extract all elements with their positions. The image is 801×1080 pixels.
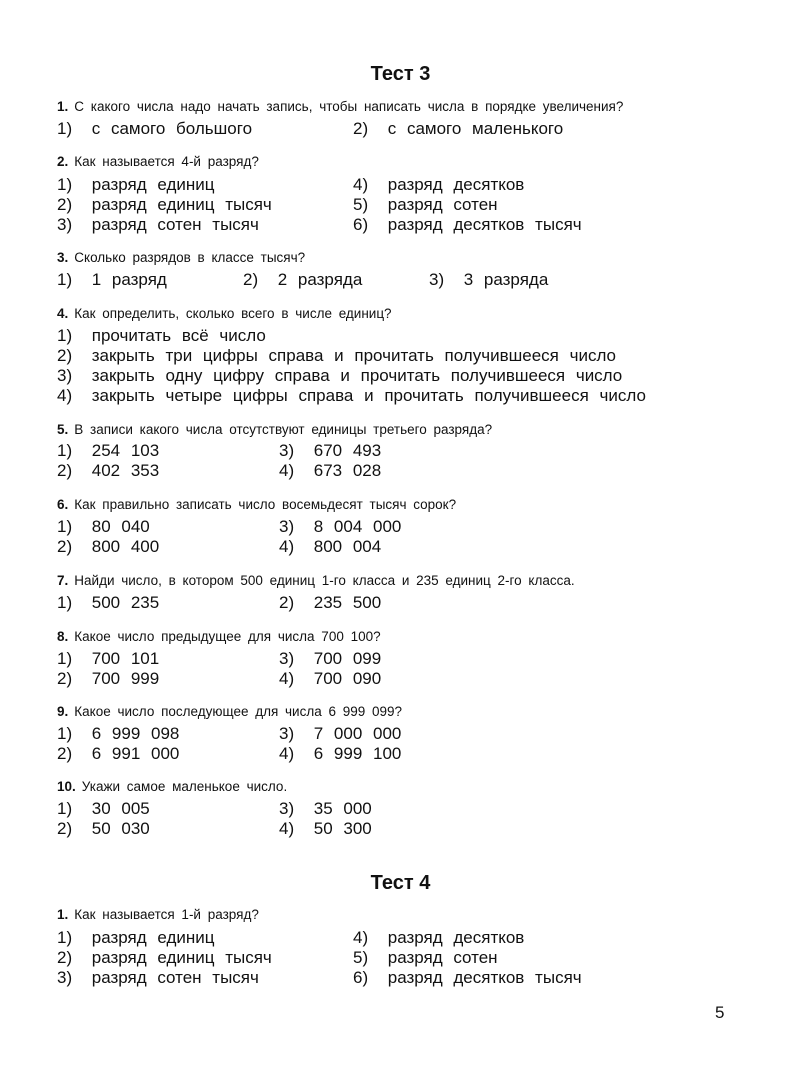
answer-option[interactable]: 1) 254 103	[57, 441, 160, 460]
question-number: 7.	[57, 573, 69, 588]
test3-answers-8	[57, 649, 757, 689]
test3-answers-5	[57, 441, 757, 481]
answer-option[interactable]: 4) закрыть четыре цифры справа и прочитать получившееся число	[57, 386, 646, 405]
question-number: 10.	[57, 779, 76, 794]
answer-option[interactable]: 2) 2 разряда	[243, 270, 363, 289]
test3-answers-9	[57, 724, 757, 764]
answer-option[interactable]: 2) закрыть три цифры справа и прочитать получившееся число	[57, 346, 617, 365]
answer-option[interactable]: 2) 6 991 000	[57, 744, 180, 763]
answer-option[interactable]: 2) 402 353	[57, 461, 160, 480]
answer-option[interactable]: 3) 670 493	[279, 441, 382, 460]
test3-question-4	[57, 306, 757, 322]
answer-option[interactable]: 3) 3 разряда	[429, 270, 549, 289]
question-text: Найди число, в котором 500 единиц 1-го класса и 235 единиц 2-го класса.	[74, 573, 575, 588]
answer-option[interactable]: 2) 800 400	[57, 537, 160, 556]
answer-option[interactable]: 1) 80 040	[57, 517, 150, 536]
question-text: В записи какого числа отсутствуют единицы третьего разряда?	[74, 422, 493, 437]
question-number: 8.	[57, 629, 69, 644]
question-text: Укажи самое маленькое число.	[81, 779, 288, 794]
answer-option[interactable]: 1) 500 235	[57, 593, 160, 612]
answer-option[interactable]: 3) разряд сотен тысяч	[57, 968, 259, 987]
answer-option[interactable]: 4) 50 300	[279, 819, 372, 838]
answer-option[interactable]: 6) разряд десятков тысяч	[353, 215, 582, 234]
answer-option[interactable]: 3) 700 099	[279, 649, 382, 668]
question-text: Какое число предыдущее для числа 700 100?	[74, 629, 381, 644]
answer-option[interactable]: 2) с самого маленького	[353, 119, 564, 138]
answer-option[interactable]: 3) 35 000	[279, 799, 372, 818]
test3-answers-2	[57, 175, 757, 235]
test3-question-7	[57, 573, 757, 589]
question-number: 9.	[57, 704, 69, 719]
answer-option[interactable]: 4) 800 004	[279, 537, 382, 556]
test3-answers-10	[57, 799, 757, 839]
answer-option[interactable]: 2) 235 500	[279, 593, 382, 612]
page-number: 5	[715, 1003, 725, 1022]
test3-question-2	[57, 154, 757, 170]
test3-title: Тест 3	[370, 63, 431, 85]
answer-option[interactable]: 4) 700 090	[279, 669, 382, 688]
question-text: Как называется 4-й разряд?	[74, 154, 259, 169]
answer-option[interactable]: 5) разряд сотен	[353, 195, 498, 214]
answer-option[interactable]: 2) разряд единиц тысяч	[57, 948, 272, 967]
test3-answers-1	[57, 119, 757, 139]
answer-option[interactable]: 2) 50 030	[57, 819, 150, 838]
question-text: С какого числа надо начать запись, чтобы написать числа в порядке увеличения?	[74, 99, 624, 114]
answer-option[interactable]: 1) 6 999 098	[57, 724, 180, 743]
test3-question-5	[57, 422, 757, 438]
question-text: Какое число последующее для числа 6 999 099?	[74, 704, 403, 719]
test3-question-3	[57, 250, 757, 266]
test3-answers-4	[57, 326, 757, 406]
answer-option[interactable]: 4) разряд десятков	[353, 928, 525, 947]
answer-option[interactable]: 5) разряд сотен	[353, 948, 498, 967]
answer-option[interactable]: 1) разряд единиц	[57, 928, 215, 947]
answer-option[interactable]: 1) 1 разряд	[57, 270, 167, 289]
answer-option[interactable]: 1) с самого большого	[57, 119, 253, 138]
question-number: 3.	[57, 250, 69, 265]
answer-option[interactable]: 3) разряд сотен тысяч	[57, 215, 259, 234]
test4-question-1	[57, 907, 757, 923]
question-number: 6.	[57, 497, 69, 512]
test3-question-9	[57, 704, 757, 720]
question-text: Как определить, сколько всего в числе единиц?	[74, 306, 392, 321]
answer-option[interactable]: 1) 700 101	[57, 649, 160, 668]
answer-option[interactable]: 2) разряд единиц тысяч	[57, 195, 272, 214]
question-number: 5.	[57, 422, 69, 437]
answer-option[interactable]: 1) 30 005	[57, 799, 150, 818]
question-number: 2.	[57, 154, 69, 169]
question-number: 1.	[57, 907, 69, 922]
test3-answers-3	[57, 270, 757, 290]
test3-answers-7	[57, 593, 757, 613]
answer-option[interactable]: 4) 673 028	[279, 461, 382, 480]
test4-title: Тест 4	[370, 872, 431, 894]
question-number: 1.	[57, 99, 69, 114]
question-text: Как правильно записать число восемьдесят тысяч сорок?	[74, 497, 457, 512]
question-text: Сколько разрядов в классе тысяч?	[74, 250, 306, 265]
answer-option[interactable]: 4) 6 999 100	[279, 744, 402, 763]
answer-option[interactable]: 2) 700 999	[57, 669, 160, 688]
test3-answers-6	[57, 517, 757, 557]
answer-option[interactable]: 3) закрыть одну цифру справа и прочитать получившееся число	[57, 366, 623, 385]
test3-question-6	[57, 497, 757, 513]
answer-option[interactable]: 1) прочитать всё число	[57, 326, 266, 345]
test4-answers-1	[57, 928, 757, 988]
answer-option[interactable]: 1) разряд единиц	[57, 175, 215, 194]
test3-question-1	[57, 99, 757, 115]
answer-option[interactable]: 3) 8 004 000	[279, 517, 402, 536]
test3-question-8	[57, 629, 757, 645]
answer-option[interactable]: 4) разряд десятков	[353, 175, 525, 194]
answer-option[interactable]: 6) разряд десятков тысяч	[353, 968, 582, 987]
answer-option[interactable]: 3) 7 000 000	[279, 724, 402, 743]
question-number: 4.	[57, 306, 69, 321]
test3-question-10	[57, 779, 757, 795]
question-text: Как называется 1-й разряд?	[74, 907, 259, 922]
